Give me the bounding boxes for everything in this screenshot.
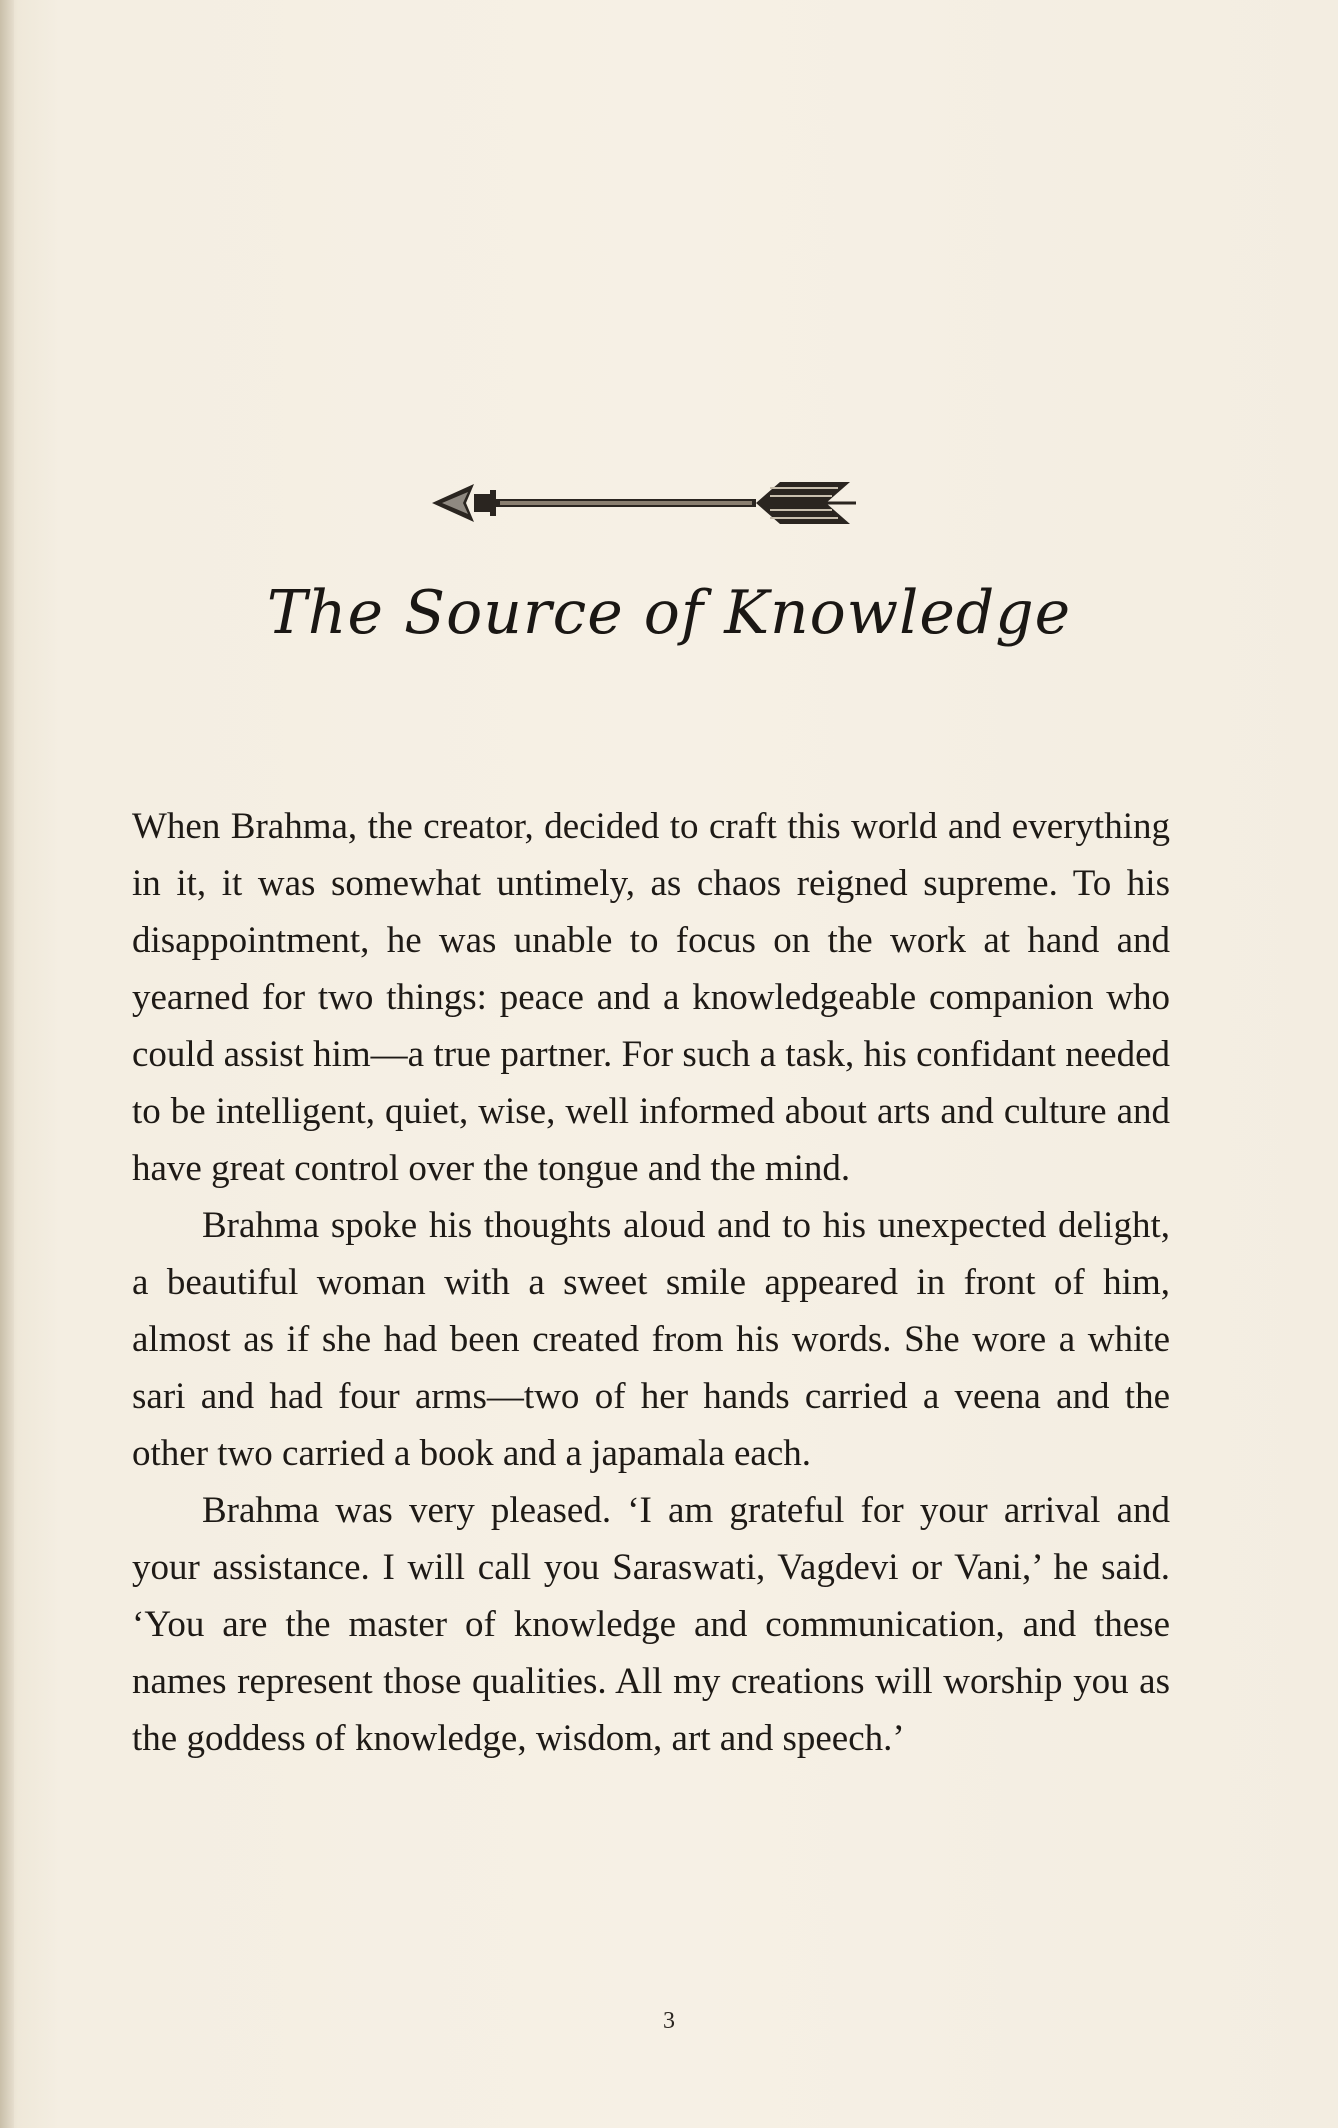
paragraph-2: Brahma spoke his thoughts aloud and to his unexpected delight, a beautiful woman with a sweet smile appeared in front of him, almost as if she had been created from his words. She wore a white sari and had four arms—two of her hands carried a veena and the other two carried a book and a japamala each.	[132, 1205, 1170, 1474]
paragraph-1: When Brahma, the creator, decided to craft this world and everything in it, it was somewhat untimely, as chaos reigned supreme. To his disappointment, he was unable to focus on the work at hand and yearned for two things: peace and a knowledgeable companion who could assist him—a true partner. For such a task, his confidant needed to be intelligent, quiet, wise, well informed about arts and culture and have great control over the tongue and the mind.	[132, 806, 1170, 1189]
page-edge	[0, 0, 14, 2128]
chapter-title: The Source of Knowledge	[266, 578, 1072, 648]
chapter-body	[132, 798, 1170, 1767]
page-number: 3	[663, 2008, 675, 2034]
paragraph-3: Brahma was very pleased. ‘I am grateful for your arrival and your assistance. I will call you Saraswati, Vagdevi or Vani,’ he said. ‘You are the master of knowledge and communication, and these names represent those qualities. All my creations will worship you as the goddess of knowledge, wisdom, art and speech.’	[132, 1490, 1170, 1759]
arrow-ornament-icon	[430, 470, 860, 536]
